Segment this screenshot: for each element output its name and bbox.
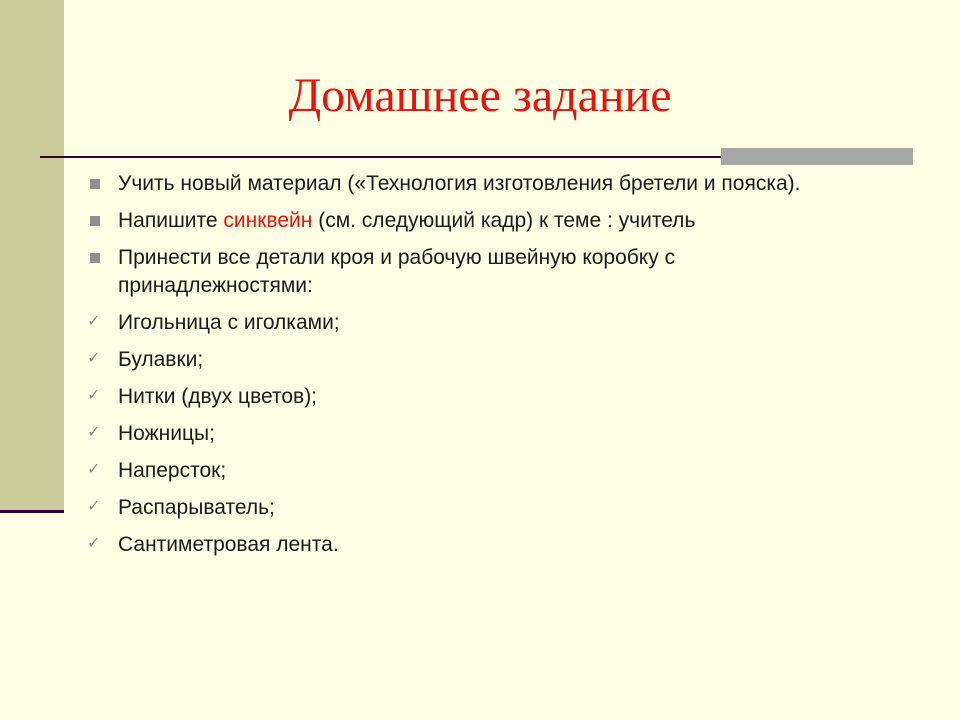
checkmark-bullet-icon: ✓ xyxy=(87,385,101,404)
list-item xyxy=(84,244,874,300)
homework-list xyxy=(84,170,874,568)
checkmark-bullet-icon: ✓ xyxy=(87,311,101,330)
slide-title: Домашнее задание xyxy=(288,69,672,122)
square-bullet-icon xyxy=(90,216,100,226)
list-item-text: Наперсток; xyxy=(118,459,227,482)
list-item xyxy=(84,420,874,448)
gray-accent-bar xyxy=(721,148,913,165)
checkmark-bullet-icon: ✓ xyxy=(87,496,101,515)
square-bullet-icon xyxy=(90,253,100,263)
checkmark-bullet-icon: ✓ xyxy=(87,422,101,441)
checkmark-bullet-icon: ✓ xyxy=(87,459,101,478)
list-item xyxy=(84,170,874,198)
list-item-text-start: Напишите xyxy=(118,209,224,232)
list-item xyxy=(84,531,874,559)
list-item xyxy=(84,383,874,411)
list-item xyxy=(84,207,874,235)
square-bullet-icon xyxy=(90,179,100,189)
list-item xyxy=(84,457,874,485)
list-item-text: Принести все детали кроя и рабочую швейную коробку с принадлежностями: xyxy=(118,246,676,297)
list-item-text: Сантиметровая лента. xyxy=(118,533,339,556)
checkmark-bullet-icon: ✓ xyxy=(87,533,101,552)
list-item xyxy=(84,309,874,337)
list-item xyxy=(84,494,874,522)
list-item-text-end: (см. следующий кадр) к теме : учитель xyxy=(312,209,696,232)
list-item xyxy=(84,346,874,374)
left-band-underline xyxy=(0,510,64,513)
highlighted-term: синквейн xyxy=(223,209,313,232)
list-item-text: Игольница с иголками; xyxy=(118,311,340,334)
list-item-text: Ножницы; xyxy=(118,422,215,445)
list-item-text: Учить новый материал («Технология изготовления бретели и пояска). xyxy=(118,172,801,195)
list-item-text: Распарыватель; xyxy=(118,496,275,519)
checkmark-bullet-icon: ✓ xyxy=(87,348,101,367)
list-item-text: Булавки; xyxy=(118,348,204,371)
list-item-text: Нитки (двух цветов); xyxy=(118,385,318,408)
